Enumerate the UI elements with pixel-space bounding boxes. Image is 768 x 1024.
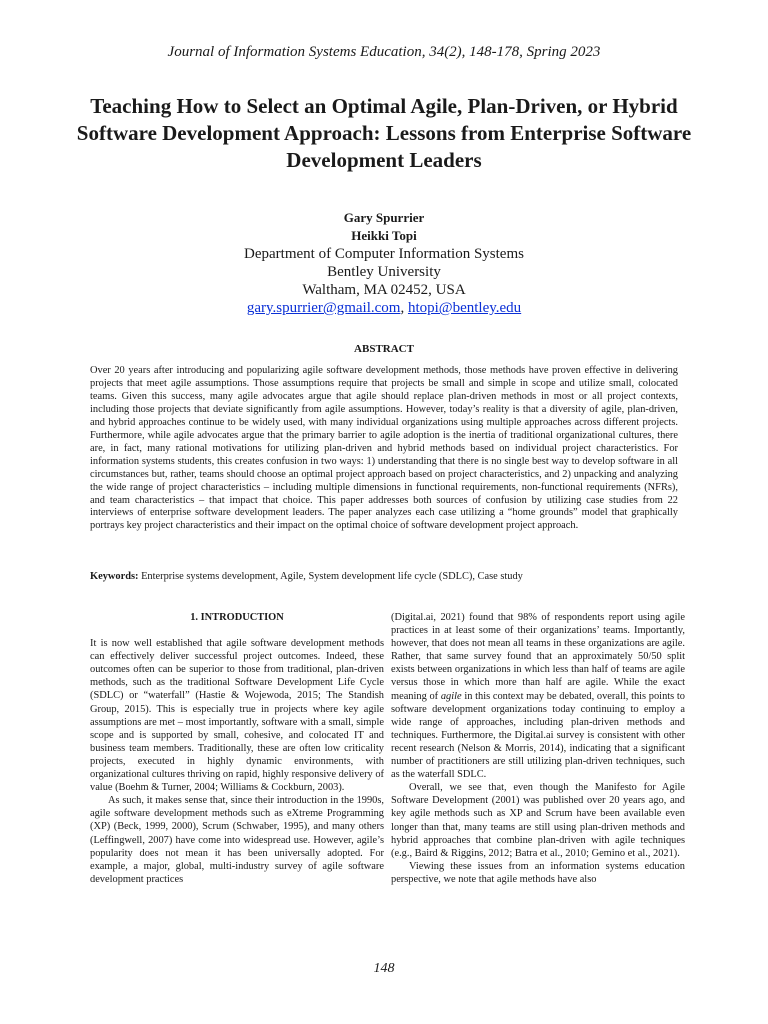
university: Bentley University <box>327 264 441 280</box>
author-block <box>0 209 768 317</box>
keywords-line <box>90 570 678 583</box>
body-paragraph: Viewing these issues from an information systems education perspective, we note that agile methods have also <box>391 860 685 885</box>
body-paragraph: Overall, we see that, even though the Manifesto for Agile Software Development (2001) was published over 20 years ago, and key agile methods such as XP and Scrum have been available even longer than that, many teams are still using plan-driven methods and hybrid approaches that combine plan-driven with agile techniques (e.g., Baird & Riggins, 2012; Batra et al., 2010; Gemino et al., 2021). <box>391 782 685 859</box>
emphasis-text: agile <box>440 690 462 702</box>
body-paragraph <box>391 611 685 781</box>
right-column <box>391 611 685 886</box>
journal-header: Journal of Information Systems Education, 34(2), 148-178, Spring 2023 <box>167 44 601 60</box>
body-paragraph: It is now well established that agile software development methods can effectively deliver successful project outcomes. Indeed, these outcomes often can be superior to those from traditional, plan-driven methods, such as the traditional Software Development Life Cycle (SDLC) or “waterfall” (Hastie & Wojewoda, 2015; The Standish Group, 2015). This is especially true in projects where key agile assumptions are met – most importantly, software with a small, simple scope and is supported by small, cohesive, and colocated IT and business team members. Traditionally, these are often low criticality projects, executed in highly dynamic environments, with organizational cultures thriving on rapid, highly responsive delivery of value (Boehm & Turner, 2004; Williams & Cockburn, 2003). <box>90 638 384 794</box>
location: Waltham, MA 02452, USA <box>302 282 466 298</box>
paragraph-text: (Digital.ai, 2021) found that 98% of respondents report using agile practices in at least some of their organizations’ teams. Importantly, however, that does not mean all teams in these organizations are agile. Rather, that same survey found that an approximately 50/50 split exists between organizations in which less than half of teams are agile versus those in which more than half are agile. While the exact meaning of <box>391 612 685 702</box>
section-heading: 1. INTRODUCTION <box>190 612 284 623</box>
paper-title: Teaching How to Select an Optimal Agile, Plan-Driven, or Hybrid Software Development Approach: Lessons from Enterprise Software Development Leaders <box>76 94 692 172</box>
abstract-heading: ABSTRACT <box>354 343 414 355</box>
paragraph-text: in this context may be debated, overall, this points to software development organizations today continuing to employ a wide range of approaches, including plan-driven methods and techniques. Furthermore, the Digital.ai survey is consistent with other recent research (Nelson & Morris, 2014), indicating that a significant number of practitioners are still utilizing plan-driven techniques, such as the waterfall SDLC. <box>391 690 685 781</box>
abstract-text: Over 20 years after introducing and popularizing agile software development methods, those methods have proven effective in delivering projects that meet agile assumptions. Those assumptions require that projects be small and simple in scope and utilize small, colocated teams. Given this success, many agile advocates argue that agile should replace plan-driven methods in most or all project contexts, including those projects that deviate significantly from agile assumptions. However, today’s reality is that a diversity of agile, plan-driven, and hybrid approaches continue to be widely used, with many individual organizations using multiple approaches across different projects. Furthermore, while agile advocates argue that the primary barrier to agile adoption is the inertia of traditional organizational cultures, there are, in fact, many rational motivations for utilizing plan-driven and hybrid methods based on individual project characteristics. For information systems students, this creates confusion in two ways: 1) understanding that there is no single best way to develop software in all circumstances but, rather, teams should choose an optimal project approach based on project characteristics, and 2) unpacking and analyzing the wide range of project characteristics – including multiple dimensions in functional requirements, non-functional requirements (NFRs), and team characteristics – that impact that choice. This paper addresses both sources of confusion by utilizing case studies from 22 interviews of enterprise software development leaders. The paper analyzes each case utilizing a “home grounds” model that graphically portrays key project characteristics and their impact on the optimal choice of software development project approach. <box>90 365 678 532</box>
body-paragraph: As such, it makes sense that, since their introduction in the 1990s, agile software development methods such as eXtreme Programming (XP) (Beck, 1999, 2000), Scrum (Schwaber, 1995), and many others (Leffingwell, 2007) have come into widespread use. However, agile’s popularity does not mean it has been universally adopted. For example, a major, global, multi-industry survey of agile software development practices <box>90 795 384 885</box>
department: Department of Computer Information Systems <box>244 246 524 262</box>
author-name: Heikki Topi <box>351 228 417 243</box>
email-line <box>0 299 768 317</box>
keywords-label: Keywords: <box>90 571 139 582</box>
author-name: Gary Spurrier <box>343 210 425 225</box>
page-number: 148 <box>373 961 395 976</box>
email-separator: , <box>400 300 408 316</box>
email-link-spurrier[interactable]: gary.spurrier@gmail.com <box>246 300 401 316</box>
email-link-topi[interactable]: htopi@bentley.edu <box>407 300 522 316</box>
left-column <box>90 607 384 886</box>
keywords-text: Enterprise systems development, Agile, System development life cycle (SDLC), Case study <box>138 571 523 582</box>
